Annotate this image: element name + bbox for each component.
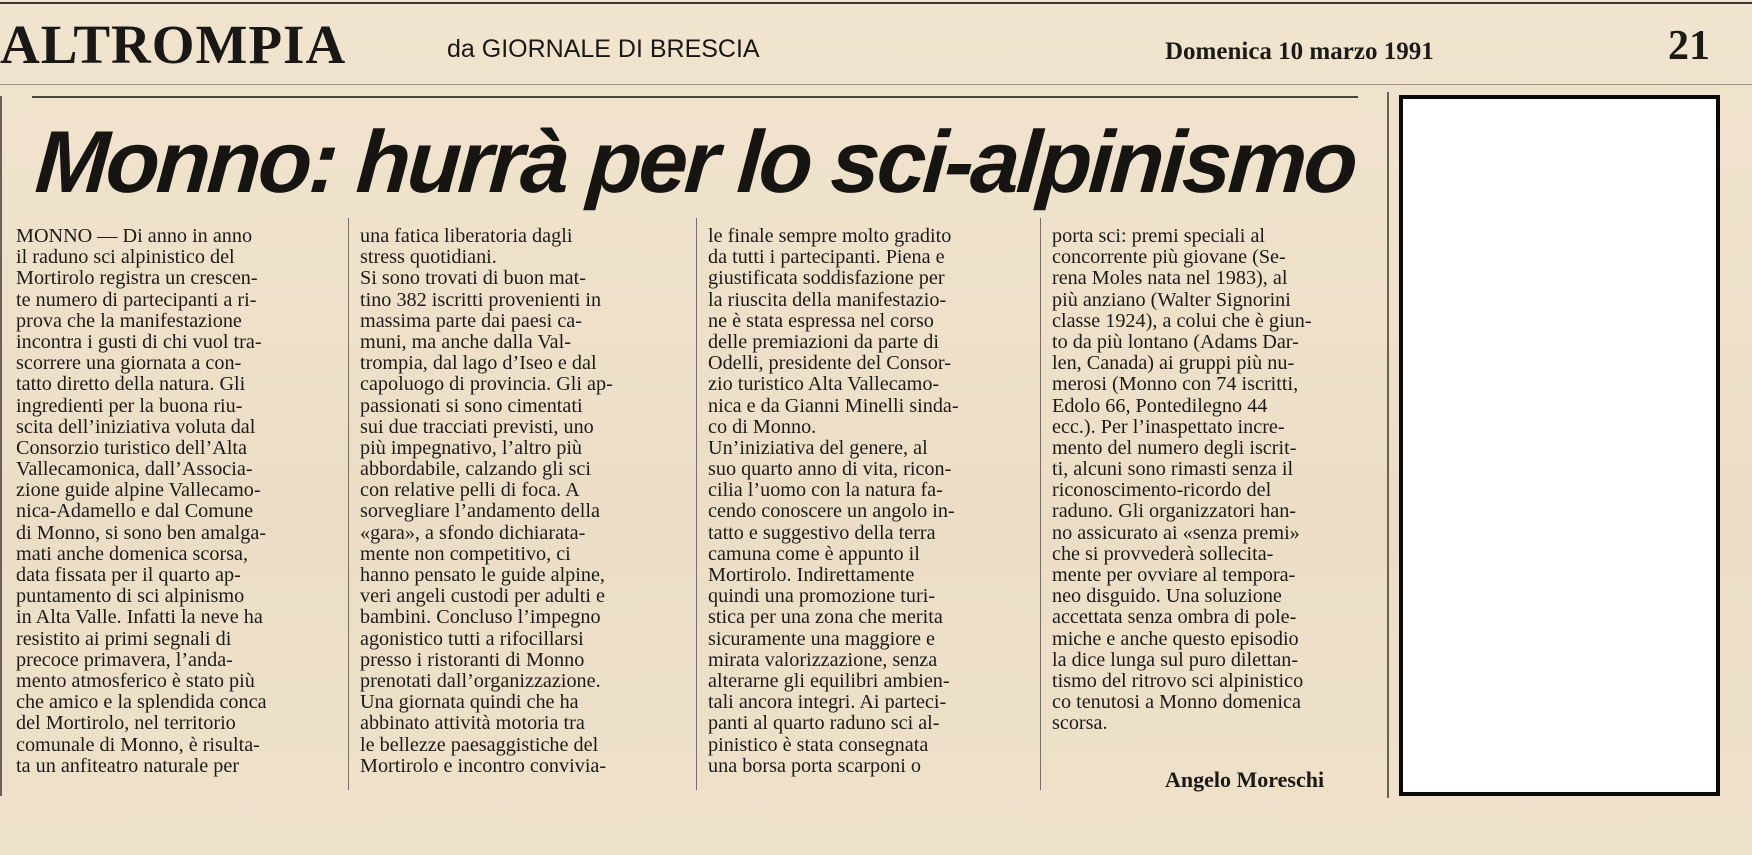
article-text-line: camuna come è appunto il [708,542,920,565]
article-text-line: prova che la manifestazione [16,309,242,332]
article-text-line: che si provvederà sollecita- [1052,542,1274,565]
article-text-line: giustificata soddisfazione per [708,267,945,290]
article-text-line: alterarne gli equilibri ambien- [708,669,950,692]
article-text-line: stica per una zona che merita [708,606,943,629]
article-text-line: «gara», a sfondo dichiarata- [360,521,586,544]
article-text-line: ti, alcuni sono rimasti senza il [1052,458,1294,481]
article-text-line: muni, ma anche dalla Val- [360,330,571,353]
article-text-line: una fatica liberatoria dagli [360,225,573,247]
article-text-line: di Monno, si sono ben amalga- [16,521,267,544]
publication-date: Domenica 10 marzo 1991 [1165,38,1434,65]
article-text-line: ta un anfiteatro naturale per [16,754,240,777]
article-headline: Monno: hurrà per lo sci-alpinismo [32,112,1359,211]
article-text-line: no assicurato ai «senza premi» [1052,521,1300,544]
article-text-line: del Mortirolo, nel territorio [16,712,236,735]
article-text-line: te numero di partecipanti a ri- [16,288,257,311]
article-text-line: miche e anche questo episodio [1052,627,1299,650]
article-text-line: mento del numero degli iscrit- [1052,436,1297,459]
article-text-line: raduno. Gli organizzatori han- [1052,500,1297,523]
article-text-line: abbinato attività motoria tra [360,712,585,735]
article-text-line: co tenutosi a Monno domenica [1052,691,1301,714]
masthead-divider [0,84,1752,85]
article-text-line: una borsa porta scarponi o [708,754,922,777]
article-text-line: Si sono trovati di buon mat- [360,267,586,290]
article-text-line: Un’iniziativa del genere, al [708,436,928,459]
article-text-line: Consorzio turistico dell’Alta [16,436,247,459]
article-text-line: tatto diretto della natura. Gli [16,373,246,396]
article-text-line: capoluogo di provincia. Gli ap- [360,373,613,396]
article-text-line: neo disguido. Una soluzione [1052,585,1282,608]
article-text-line: ecc.). Per l’inaspettato incre- [1052,415,1285,438]
article-text-line: nica e da Gianni Minelli sinda- [708,394,959,417]
article-text-line: Mortirolo e incontro convivia- [360,754,607,777]
article-column-4 [1052,226,1374,735]
article-text-line: passionati si sono cimentati [360,394,583,417]
article-text-line: puntamento di sci alpinismo [16,585,245,608]
article-text-line: scorsa. [1052,712,1108,735]
page-number: 21 [1668,23,1710,69]
article-text-line: più impegnativo, l’altro più [360,436,583,459]
article-text-line: prenotati dall’organizzazione. [360,669,601,692]
article-text-line: hanno pensato le guide alpine, [360,564,605,586]
article-text-line: suo quarto anno di vita, ricon- [708,458,952,481]
article-text-line: da tutti i partecipanti. Piena e [708,246,945,269]
article-text-line: riconoscimento-ricordo del [1052,479,1272,502]
article-text-line: porta sci: premi speciali al [1052,225,1266,247]
article-text-line: panti al quarto raduno sci al- [708,712,940,735]
article-text-line: abbordabile, calzando gli sci [360,458,591,481]
article-text-line: precoce primavera, l’anda- [16,648,233,671]
article-text-line: tino 382 iscritti provenienti in [360,288,602,311]
article-text-line: trompia, dal lago d’Iseo e dal [360,352,597,375]
article-text-line: scorrere una giornata a con- [16,352,242,375]
article-byline: Angelo Moreschi [1165,767,1325,792]
column-divider [348,218,349,790]
article-text-line: le bellezze paesaggistiche del [360,733,599,756]
article-text-line: tali ancora integri. Ai parteci- [708,691,947,714]
article-text-line: accettata senza ombra di pole- [1052,606,1297,629]
article-text-line: Mortirolo registra un crescen- [16,267,258,290]
article-text-line: comunale di Monno, è risulta- [16,733,260,756]
article-text-line: quindi una promozione turi- [708,585,936,608]
newspaper-source: da GIORNALE DI BRESCIA [447,35,760,63]
article-text-line: incontra i gusti di chi vuol tra- [16,330,262,353]
article-column-2 [360,226,682,777]
article-text-line: che amico e la splendida conca [16,691,267,714]
article-text-line: Odelli, presidente del Consor- [708,352,951,375]
article-text-line: la riuscita della manifestazio- [708,288,947,311]
article-text-line: le finale sempre molto gradito [708,225,952,247]
article-text-line: rena Moles nata nel 1983), al [1052,267,1288,290]
article-text-line: zione guide alpine Vallecamo- [16,479,261,502]
article-text-line: tismo del ritrovo sci alpinistico [1052,669,1304,692]
article-column-3 [708,226,1030,777]
article-text-line: con relative pelli di foca. A [360,479,580,502]
article-text-line: nica-Adamello e dal Comune [16,500,254,523]
article-text-line: resistito ai primi segnali di [16,627,232,650]
article-text-line: in Alta Valle. Infatti la neve ha [16,606,263,629]
article-text-line: stress quotidiani. [360,246,497,269]
article-text-line: classe 1924), a colui che è giun- [1052,309,1312,332]
article-text-line: Mortirolo. Indirettamente [708,564,915,586]
article-text-line: zio turistico Alta Vallecamo- [708,373,940,396]
article-text-line: mati anche domenica scorsa, [16,542,249,565]
article-text-line: scita dell’iniziativa voluta dal [16,415,256,438]
article-text-line: concorrente più giovane (Se- [1052,246,1286,269]
article-text-line: Vallecamonica, dall’Associa- [16,458,253,481]
article-text-line: mirata valorizzazione, senza [708,648,938,671]
article-text-line: mente per ovviare al tempora- [1052,564,1296,586]
article-text-line: pinistico è stata consegnata [708,733,929,756]
article-text-line: sicuramente una maggiore e [708,627,936,650]
column-divider [1040,218,1041,790]
article-text-line: ne è stata espressa nel corso [708,309,934,332]
article-text-line: Una giornata quindi che ha [360,691,579,714]
article-right-rule [1387,92,1389,798]
article-text-line: data fissata per il quarto ap- [16,564,241,586]
article-text-line: cilia l’uomo con la natura fa- [708,479,943,502]
article-text-line: massima parte dai paesi ca- [360,309,582,332]
redaction-box [1399,95,1720,796]
article-text-line: veri angeli custodi per adulti e [360,585,605,608]
article-text-line: più anziano (Walter Signorini [1052,288,1291,311]
article-text-line: mente non competitivo, ci [360,542,571,565]
article-text-line: sorvegliare l’andamento della [360,500,600,523]
article-column-1 [16,226,338,777]
section-name: ALTROMPIA [0,14,347,75]
article-text-line: MONNO — Di anno in anno [16,225,253,247]
article-text-line: to da più lontano (Adams Dar- [1052,330,1299,353]
article-text-line: agonistico tutti a rifocillarsi [360,627,584,650]
top-rule [0,2,1752,4]
article-text-line: sui due tracciati previsti, uno [360,415,594,438]
article-text-line: cendo conoscere un angolo in- [708,500,955,523]
column-divider [696,218,697,790]
article-top-rule [32,96,1358,98]
article-text-line: presso i ristoranti di Monno [360,648,585,671]
article-text-line: bambini. Concluso l’impegno [360,606,601,629]
article-text-line: merosi (Monno con 74 iscritti, [1052,373,1299,396]
article-text-line: tatto e suggestivo della terra [708,521,936,544]
article-text-line: len, Canada) ai gruppi più nu- [1052,352,1295,375]
left-edge-rule [0,96,2,796]
article-text-line: delle premiazioni da parte di [708,330,939,353]
article-text-line: il raduno sci alpinistico del [16,246,235,269]
article-text-line: la dice lunga sul puro dilettan- [1052,648,1299,671]
article-text-line: co di Monno. [708,415,817,438]
article-text-line: ingredienti per la buona riu- [16,394,243,417]
article-text-line: mento atmosferico è stato più [16,669,255,692]
article-text-line: Edolo 66, Pontedilegno 44 [1052,394,1268,417]
